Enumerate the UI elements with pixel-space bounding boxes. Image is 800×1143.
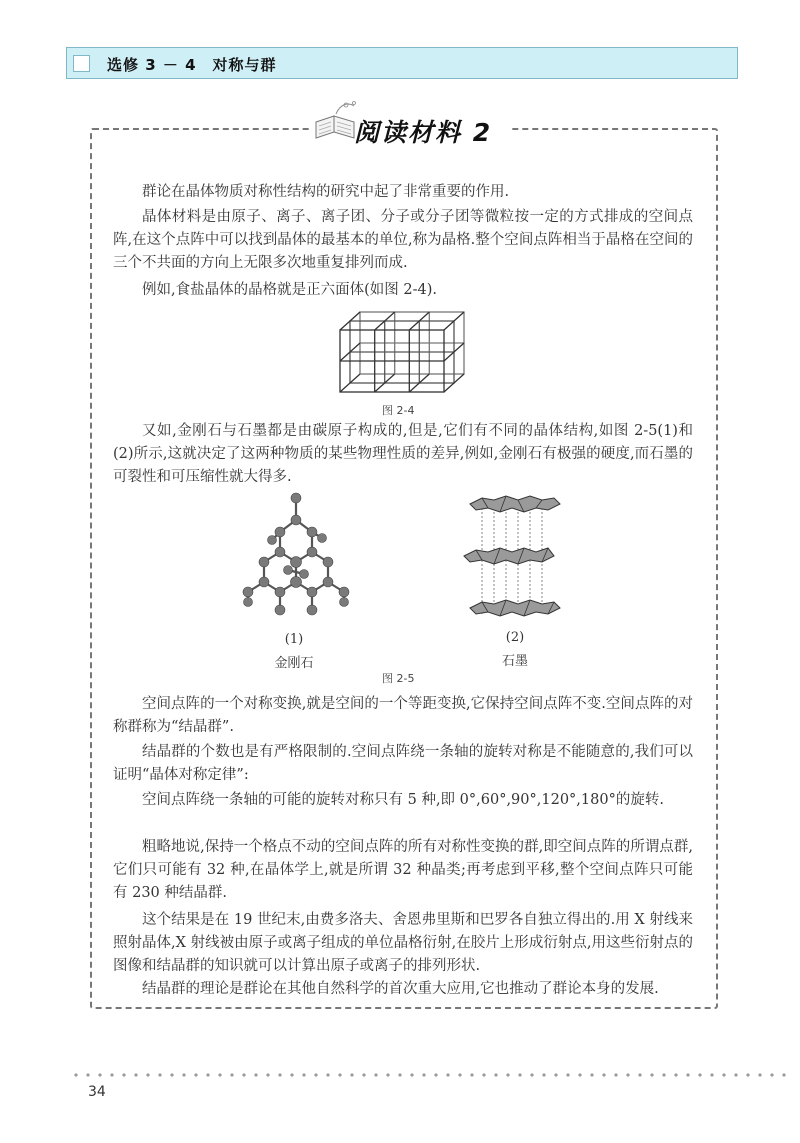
- paragraph-2: 晶体材料是由原子、离子、离子团、分子或分子团等微粒按一定的方式排成的空间点阵,在这个点阵中可以找到晶体的最基本的单位,称为晶格.整个空间点阵相当于晶格在空间的三个不共面的方向上无限多次地重复排列而成.: [113, 209, 693, 271]
- footer-dotted-divider: [70, 1073, 790, 1077]
- header-square-icon: [73, 55, 90, 72]
- diamond-figure-label: 金刚石: [274, 656, 314, 671]
- graphite-figure-label: 石墨: [501, 654, 528, 669]
- open-book-icon: [312, 98, 360, 148]
- paragraph-9: 这个结果是在 19 世纪末,由费多洛夫、舍恩弗里斯和巴罗各自独立得出的.用 X 射线来照射晶体,X 射线被由原子或离子组成的单位晶格衍射,在胶片上形成衍射点,用这些衍射点的图像和结晶群的知识就可以计算出原子或离子的排列形状.: [113, 912, 693, 974]
- page-number: 34: [88, 1084, 106, 1100]
- paragraph-10: 结晶群的理论是群论在其他自然科学的首次重大应用,它也推动了群论本身的发展.: [142, 981, 659, 997]
- chapter-title: 选修 3 － 4 对称与群: [107, 56, 277, 74]
- diamond-structure-figure: [228, 490, 358, 620]
- figure-2-5-caption: 图 2-5: [382, 672, 415, 685]
- diamond-figure-number: (1): [284, 632, 304, 647]
- figure-2-4-caption: 图 2-4: [382, 404, 415, 417]
- reading-banner: [312, 98, 512, 150]
- graphite-structure-figure: [460, 490, 570, 625]
- graphite-figure-number: (2): [505, 630, 525, 645]
- paragraph-5: 空间点阵的一个对称变换,就是空间的一个等距变换,它保持空间点阵不变.空间点阵的对称群称为“结晶群”.: [113, 696, 693, 735]
- chapter-header-bar: [66, 47, 738, 79]
- figure-2-4-cubic-lattice: [330, 306, 470, 400]
- paragraph-7: 空间点阵绕一条轴的可能的旋转对称只有 5 种,即 0°,60°,90°,120°,180°的旋转.: [142, 792, 664, 808]
- reading-material-title: 阅读材料 2: [354, 118, 493, 147]
- paragraph-4: 又如,金刚石与石墨都是由碳原子构成的,但是,它们有不同的晶体结构,如图 2-5(1)和(2)所示,这就决定了这两种物质的某些物理性质的差异,例如,金刚石有极强的硬度,而石墨的可裂性和可压缩性就大得多.: [113, 423, 693, 485]
- paragraph-8: 粗略地说,保持一个格点不动的空间点阵的所有对称性变换的群,即空间点阵的所谓点群,它们只可能有 32 种,在晶体学上,就是所谓 32 种晶类;再考虑到平移,整个空间点阵只可能有 230 种结晶群.: [113, 839, 693, 901]
- paragraph-6: 结晶群的个数也是有严格限制的.空间点阵绕一条轴的旋转对称是不能随意的,我们可以证明“晶体对称定律”:: [113, 744, 693, 783]
- paragraph-3: 例如,食盐晶体的晶格就是正六面体(如图 2-4).: [142, 282, 437, 298]
- paragraph-1: 群论在晶体物质对称性结构的研究中起了非常重要的作用.: [142, 184, 510, 200]
